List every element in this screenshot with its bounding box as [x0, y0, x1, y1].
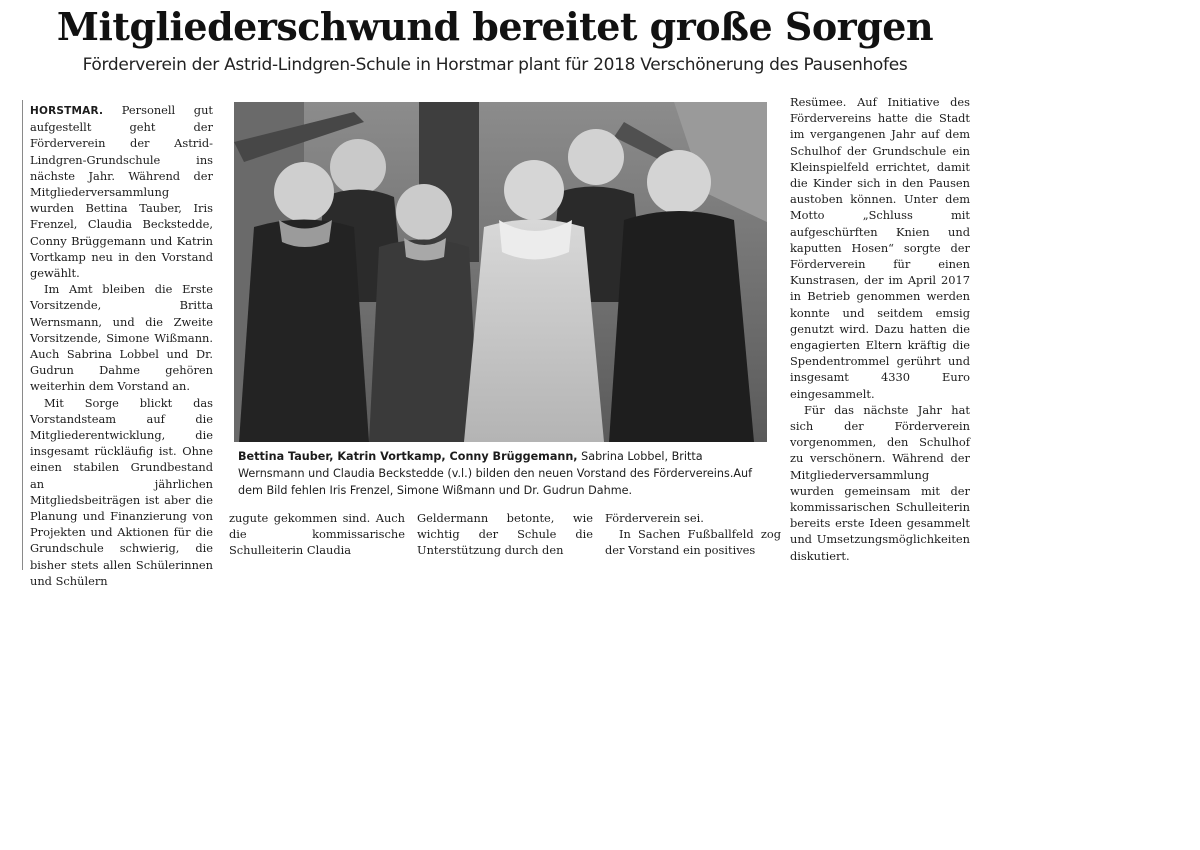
dateline: HORSTMAR. — [30, 105, 104, 117]
article-paragraph: In Sachen Fußballfeld zog der Vorstand ein positives — [605, 527, 781, 558]
article-paragraph: Im Amt bleiben die Erste Vorsitzende, Britta Wernsmann, und die Zweite Vorsitzende, Simone Wißmann. Auch Sabrina Lobbel und Dr. Gudrun Dahme gehören weiterhin dem Vorstand an. — [30, 282, 213, 394]
subheadline: Förderverein der Astrid-Lindgren-Schule in Horstmar plant für 2018 Verschönerung des Pausenhofes — [82, 55, 908, 75]
article-paragraph: Mit Sorge blickt das Vorstandsteam auf die Mitgliederentwicklung, die insgesamt rückläufig ist. Ohne einen stabilen Grundbestand an jährlichen Mitgliedsbeiträgen ist aber die Planung und Finanzierung von Projekten und Aktionen für die Grundschule schwierig, die bisher stets allen Schülerinnen und Schülern — [30, 395, 213, 588]
article-paragraph: Geldermann betonte, wie wichtig der Schule die Unterstützung durch den — [417, 511, 593, 558]
headline: Mitgliederschwund bereitet große Sorgen — [56, 4, 934, 49]
article-paragraph: Resümee. Auf Initiative des Fördervereins hatte die Stadt im vergangenen Jahr auf dem Schulhof der Grundschule ein Kleinspielfeld errichtet, damit die Kinder sich in den Pausen austoben können. Unter dem Motto „Schluss mit aufgeschürften Knien und kaputten Hosen“ sorgte der Förderverein für einen Kunstrasen, der im April 2017 in Betrieb genommen werden konnte und seitdem emsig genutzt wird. Dazu hatten die engagierten Eltern kräftig die Spendentrommel gerührt und insgesamt 4330 Euro eingesammelt. — [790, 95, 970, 401]
caption-names: Bettina Tauber, Katrin Vortkamp, Conny Brüggemann, — [238, 450, 578, 463]
article-paragraph: zugute gekommen sind. Auch die kommissarische Schulleiterin Claudia — [229, 511, 405, 558]
caption-text: Sabrina Lobbel, Britta Wernsmann und Claudia Beckstedde (v.l.) bilden den neuen Vorstand des Fördervereins.Auf dem Bild fehlen Iris Frenzel, Simone Wißmann und Dr. Gudrun Dahme. — [238, 450, 753, 497]
article-paragraph — [30, 102, 213, 281]
article-column-4 — [605, 510, 781, 559]
article-column-5 — [790, 94, 970, 564]
article-paragraph: Für das nächste Jahr hat sich der Förderverein vorgenommen, den Schulhof zu verschönern. Während der Mitgliederversammlung wurden gemeinsam mit der kommissarischen Schulleiterin bereits erste Ideen gesammelt und Umsetzungsmöglichkeiten diskutiert. — [790, 402, 970, 563]
group-photo-image — [234, 102, 767, 442]
article-paragraph: Förderverein sei. — [605, 511, 704, 525]
photo-caption — [238, 448, 768, 499]
column-rule — [22, 100, 23, 570]
article-column-3 — [417, 510, 593, 559]
article-text: Personell gut aufgestellt geht der Förderverein der Astrid-Lindgren-Grundschule ins nächste Jahr. Während der Mitgliederversammlung wurden Bettina Tauber, Iris Frenzel, Claudia Beckstedde, Conny Brüggemann und Katrin Vortkamp neu in den Vorstand gewählt. — [30, 103, 213, 281]
article-column-1 — [30, 102, 213, 589]
article-column-2 — [229, 510, 405, 559]
group-photo — [234, 102, 767, 442]
